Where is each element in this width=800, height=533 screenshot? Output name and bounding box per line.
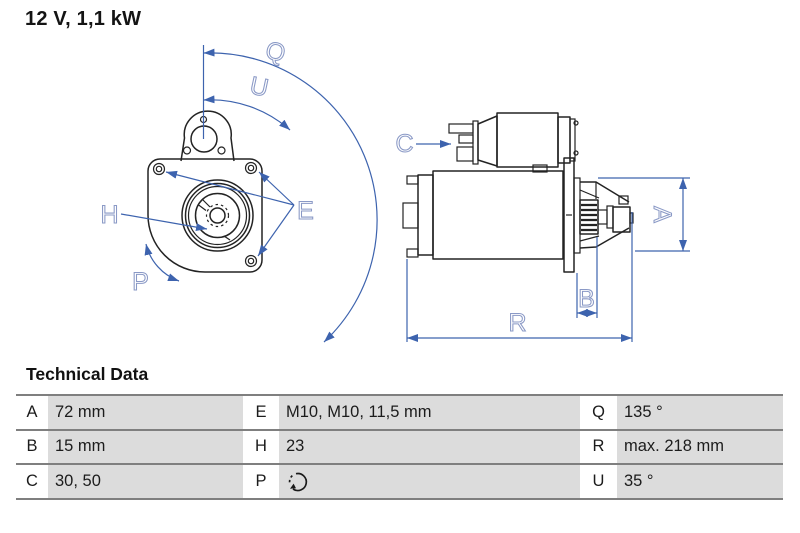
dim-key-r: R (580, 431, 617, 464)
dim-value-p (279, 465, 580, 498)
dim-label-h: H (100, 201, 120, 229)
dim-label-a: A (648, 206, 676, 224)
dim-value-q: 135 ° (617, 396, 783, 429)
dim-key-c: C (16, 465, 48, 498)
dim-key-u: U (580, 465, 617, 498)
page-title: 12 V, 1,1 kW (25, 8, 142, 30)
dim-label-u: U (247, 71, 272, 103)
side-view-part-outline (403, 113, 633, 272)
drive-end-housing (580, 182, 633, 248)
dim-value-r: max. 218 mm (617, 431, 783, 464)
dim-key-h: H (243, 431, 279, 464)
dim-label-e: E (297, 197, 315, 225)
dim-key-q: Q (580, 396, 617, 429)
shaft-hub (182, 180, 253, 251)
dim-label-c: C (395, 130, 415, 158)
table-row (16, 394, 783, 429)
bolt-hole (246, 163, 257, 174)
dim-value-c: 30, 50 (48, 465, 243, 498)
dim-label-q: Q (262, 36, 290, 69)
technical-data-table (16, 394, 783, 500)
dim-value-h: 23 (279, 431, 580, 464)
technical-data-heading: Technical Data (26, 364, 149, 384)
dim-label-r: R (508, 309, 528, 337)
table-row (16, 429, 783, 464)
bolt-hole (154, 164, 165, 175)
terminal-stud (459, 135, 473, 143)
dim-label-b: B (578, 285, 596, 313)
pinion-gear (580, 200, 598, 234)
terminal-stud (449, 124, 473, 133)
starter-motor-side-view (395, 95, 695, 350)
dim-value-e: M10, M10, 11,5 mm (279, 396, 580, 429)
dim-value-b: 15 mm (48, 431, 243, 464)
terminal-stud (457, 147, 473, 161)
starter-motor-front-view (95, 38, 350, 353)
dim-key-a: A (16, 396, 48, 429)
dim-key-p: P (243, 465, 279, 498)
dim-value-a: 72 mm (48, 396, 243, 429)
bolt-hole (246, 256, 257, 267)
solenoid (449, 113, 578, 172)
dim-value-u: 35 ° (617, 465, 783, 498)
dim-label-p: P (132, 268, 150, 296)
rotation-direction-icon (286, 470, 310, 494)
side-view-dimensions (407, 144, 690, 342)
table-row (16, 463, 783, 498)
dim-key-b: B (16, 431, 48, 464)
front-view-part-outline (148, 111, 262, 272)
dim-key-e: E (243, 396, 279, 429)
